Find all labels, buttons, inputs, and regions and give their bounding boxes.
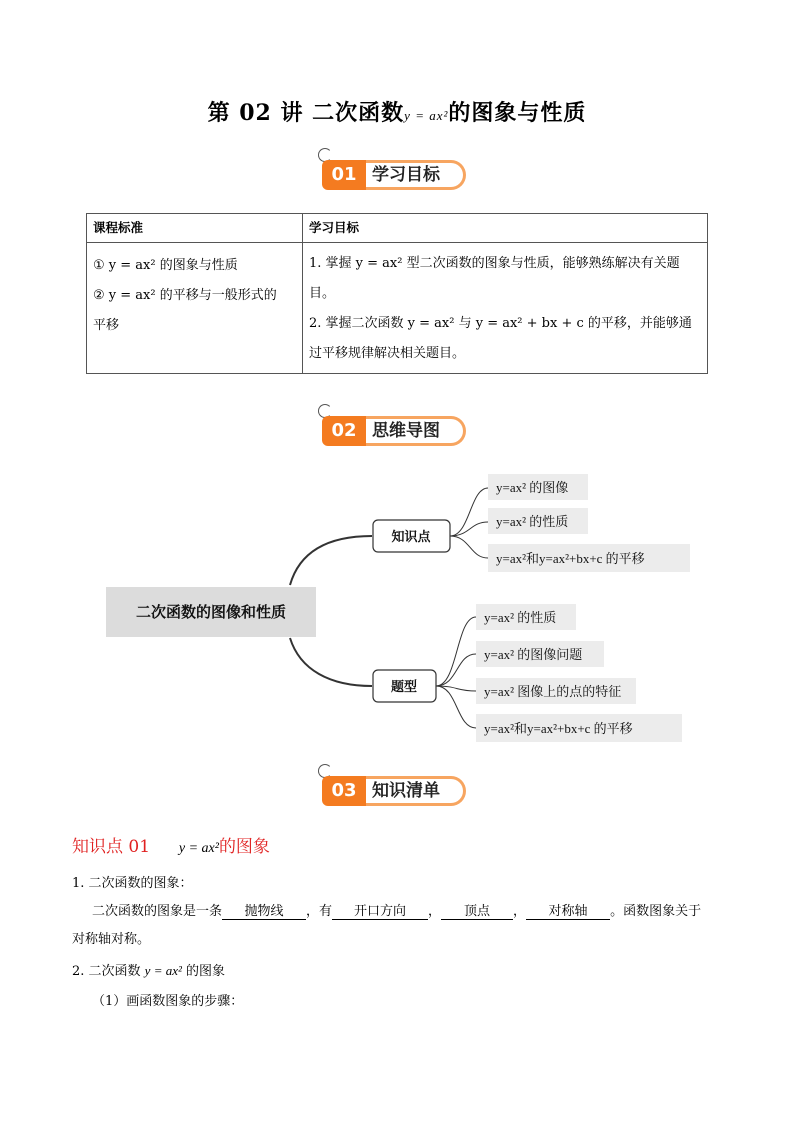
text-run: 2. 二次函数 <box>72 964 145 979</box>
goals-cell <box>303 243 708 374</box>
table-header: 学习目标 <box>303 214 708 243</box>
standard-item: ① y = ax² 的图象与性质 <box>93 258 238 273</box>
fill-blank: 对称轴 <box>526 900 610 920</box>
standard-item: 平移 <box>93 318 120 333</box>
heading-suffix: 的图象 <box>218 837 270 857</box>
badge-number: 03 <box>322 776 366 806</box>
fill-blank: 开口方向 <box>332 900 428 920</box>
connector <box>450 536 488 558</box>
inline-formula: y = ax² <box>144 963 182 978</box>
connector <box>436 654 476 686</box>
text-run: 的图象 <box>181 964 226 979</box>
fill-blank: 顶点 <box>441 900 513 920</box>
mind-map <box>0 460 794 760</box>
paragraph-line: 对称轴对称。 <box>72 932 151 947</box>
table-header: 课程标准 <box>87 214 303 243</box>
badge-number: 02 <box>322 416 366 446</box>
connector <box>290 638 372 686</box>
connector <box>450 488 488 536</box>
section-badge-mindmap <box>322 412 472 448</box>
fill-blank: 抛物线 <box>222 900 306 920</box>
title-formula: y = ax² <box>404 108 449 123</box>
objectives-table <box>86 213 708 374</box>
heading-formula: y = ax² <box>178 841 219 856</box>
badge-label: 思维导图 <box>362 416 466 446</box>
title-prefix: 第 02 讲 二次函数 <box>207 100 405 126</box>
leaf-node: y=ax² 的图像 <box>496 480 569 495</box>
goal-line: 2. 掌握二次函数 y = ax² 与 y = ax² + bx + c 的平移，并能够通 <box>309 316 692 331</box>
text-run: 。函数图象关于 <box>610 904 702 919</box>
title-suffix: 的图象与性质 <box>448 100 587 126</box>
paragraph-line: （1）画函数图象的步骤： <box>92 994 244 1009</box>
page-title <box>0 96 794 127</box>
standards-cell <box>87 243 303 374</box>
leaf-node: y=ax² 图像上的点的特征 <box>484 684 622 699</box>
leaf-node: y=ax² 的性质 <box>484 610 557 625</box>
section-badge-knowledge <box>322 772 472 808</box>
goal-line: 1. 掌握 y = ax² 型二次函数的图象与性质，能够熟练解决有关题 <box>309 256 680 271</box>
text-run: ， <box>428 904 442 919</box>
connector <box>436 686 476 728</box>
goal-line: 过平移规律解决相关题目。 <box>309 346 466 361</box>
standard-item: ② y = ax² 的平移与一般形式的 <box>93 288 277 303</box>
root-node: 二次函数的图像和性质 <box>135 603 287 621</box>
badge-number: 01 <box>322 160 366 190</box>
connector <box>450 522 488 536</box>
leaf-node: y=ax²和y=ax²+bx+c 的平移 <box>496 551 645 566</box>
branch-knowledge: 知识点 <box>391 530 431 545</box>
paragraph-line <box>92 900 732 920</box>
paragraph-line <box>72 960 225 979</box>
branch-questions: 题型 <box>390 680 418 695</box>
heading-prefix: 知识点 01 <box>72 837 151 857</box>
section-badge-objectives <box>322 156 472 192</box>
leaf-node: y=ax²和y=ax²+bx+c 的平移 <box>484 721 633 736</box>
leaf-node: y=ax² 的图像问题 <box>484 647 583 662</box>
badge-label: 学习目标 <box>362 160 466 190</box>
paragraph-line: 1. 二次函数的图象： <box>72 876 193 891</box>
knowledge-heading <box>72 832 270 857</box>
text-run: ， <box>513 904 527 919</box>
leaf-node: y=ax² 的性质 <box>496 514 569 529</box>
connector <box>436 617 476 686</box>
goal-line: 目。 <box>309 286 336 301</box>
badge-label: 知识清单 <box>362 776 466 806</box>
text-run: 二次函数的图象是一条 <box>92 904 223 919</box>
text-run: ，有 <box>306 904 333 919</box>
connector <box>290 536 372 585</box>
